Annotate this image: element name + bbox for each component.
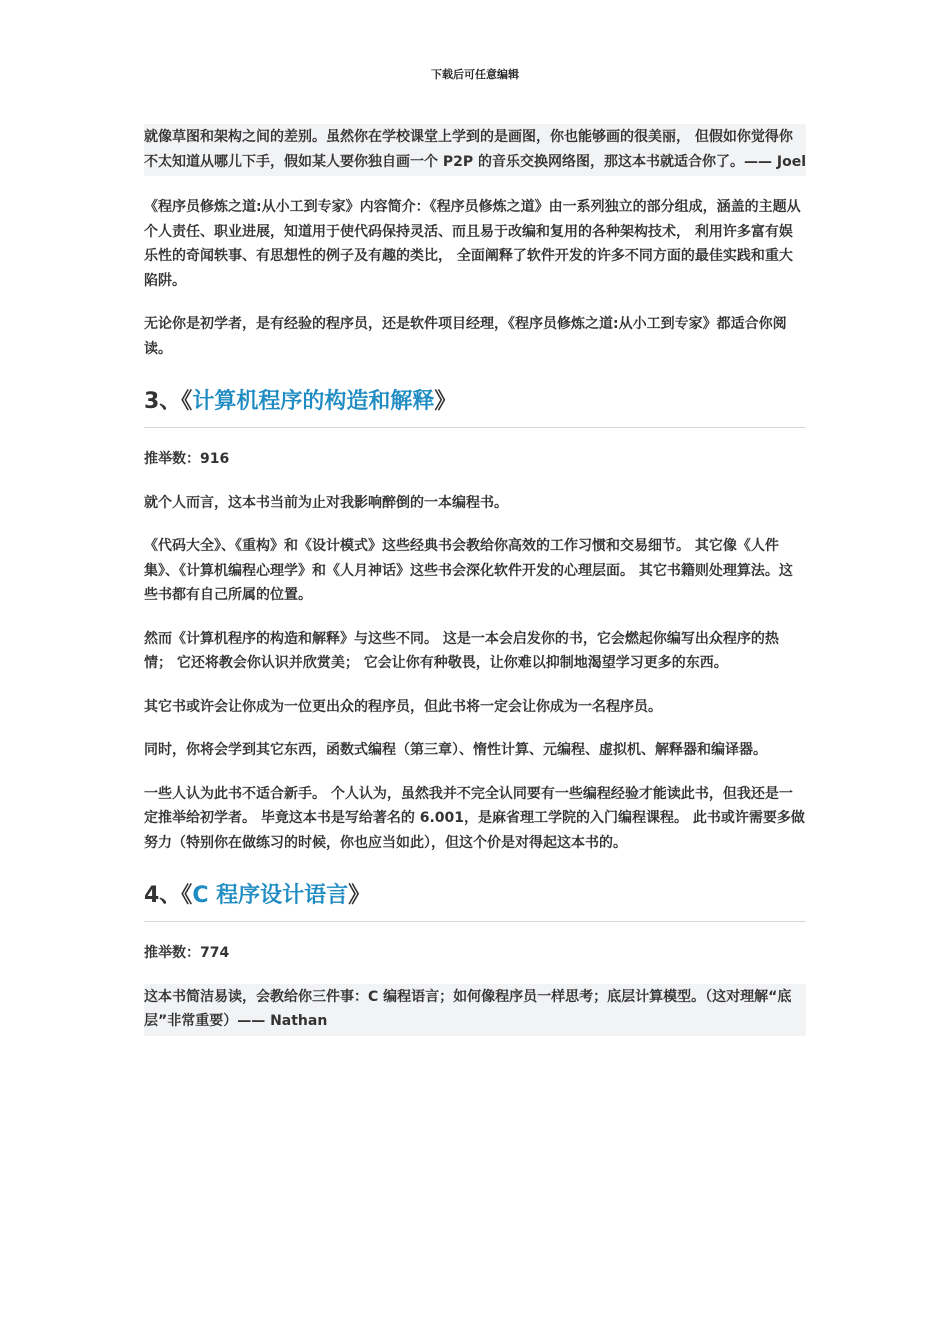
section-3-paragraph-6: 一些人认为此书不适合新手。 个人认为，虽然我并不完全认同要有一些编程经验才能读此书，但我还是一定推举给初学者。 毕竟这本书是写给著名的 6.001，是麻省理工学院的入门编程课程。 此书或许需要多做努力（特别你在做练习的时候，你也应当如此），但这个价是对得起这本书的。: [144, 785, 805, 851]
article-body: [144, 124, 806, 1036]
section-3-paragraph-2: 《代码大全》、《重构》和《设计模式》这些经典书会教给你高效的工作习惯和交易细节。 其它像《人件集》、《计算机编程心理学》和《人月神话》这些书会深化软件开发的心理层面。 其它书籍则处理算法。这些书都有自己所属的位置。: [144, 538, 793, 603]
section-3-paragraph-5: 同时，你将会学到其它东西，函数式编程（第三章）、惰性计算、元编程、虚拟机、解释器和编译器。: [144, 742, 767, 758]
section-4-heading: [144, 879, 806, 922]
section-3-votes: 推举数：916: [144, 451, 230, 467]
section-3-suffix: 》: [434, 389, 457, 414]
section-4-title-link[interactable]: C 程序设计语言: [192, 883, 349, 908]
page-header-note: 下载后可任意编辑: [431, 68, 519, 81]
section-3-prefix: 3、《: [144, 389, 193, 414]
section-4-quote: 这本书简洁易读，会教给你三件事：C 编程语言；如何像程序员一样思考；底层计算模型。（这对理解“底层”非常重要）—— Nathan: [144, 984, 806, 1036]
section-3-heading: [144, 385, 806, 428]
intro-quote: 就像草图和架构之间的差别。虽然你在学校课堂上学到的是画图，你也能够画的很美丽， 但假如你觉得你不太知道从哪儿下手，假如某人要你独自画一个 P2P 的音乐交换网络图，那这本书就适合你了。—— Joel: [144, 124, 806, 176]
section-3-paragraph-3: 然而《计算机程序的构造和解释》与这些不同。 这是一本会启发你的书，它会燃起你编写出众程序的热情； 它还将教会你认识并欣赏美； 它会让你有种敬畏，让你难以抑制地渴望学习更多的东西。: [144, 630, 779, 671]
section-4-suffix: 》: [348, 883, 371, 908]
section-3-title-link[interactable]: 计算机程序的构造和解释: [192, 389, 435, 414]
section-4-votes: 推举数：774: [144, 945, 230, 961]
section-3-paragraph-1: 就个人而言，这本书当前为止对我影响醉倒的一本编程书。: [144, 494, 508, 511]
audience-paragraph: 无论你是初学者，是有经验的程序员，还是软件项目经理，《程序员修炼之道:从小工到专家》都适合你阅读。: [144, 316, 787, 357]
book-summary-paragraph: 《程序员修炼之道:从小工到专家》内容简介：《程序员修炼之道》由一系列独立的部分组成，涵盖的主题从个人责任、职业进展，知道用于使代码保持灵活、而且易于改编和复用的各种架构技术， 利用许多富有娱乐性的奇闻轶事、有思想性的例子及有趣的类比， 全面阐释了软件开发的许多不同方面的最佳实践和重大陷阱。: [144, 199, 801, 289]
section-3-paragraph-4: 其它书或许会让你成为一位更出众的程序员，但此书将一定会让你成为一名程序员。: [144, 698, 662, 715]
section-4-prefix: 4、《: [144, 883, 193, 908]
